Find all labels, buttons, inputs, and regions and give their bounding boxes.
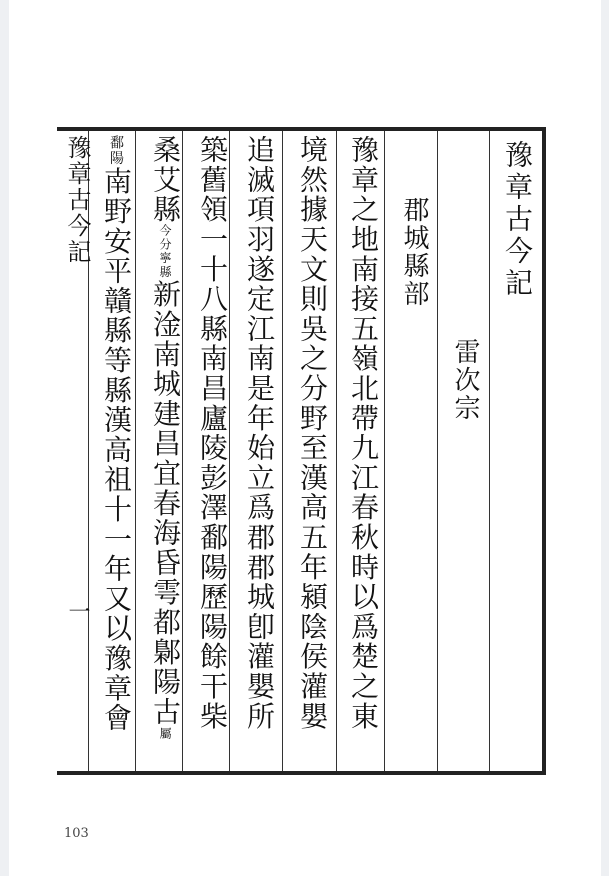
- text-line-1: 豫章之地南接五嶺北帶九江春秋時以爲楚之東: [347, 135, 380, 731]
- line-6-note: 鄱陽: [108, 135, 124, 167]
- line-5-rest: 新淦南城建昌宜春海昏雩都鄡陽古: [149, 279, 182, 727]
- interlinear-note-end: 屬: [158, 726, 172, 741]
- line-6-body: 南野安平贛縣等縣漢高祖十一年又以豫章會: [100, 166, 133, 733]
- line-5-start: 桑艾縣: [149, 135, 182, 225]
- column-rule: [489, 131, 490, 771]
- book-title: 豫章古今記: [501, 140, 534, 300]
- column-rule: [336, 131, 337, 771]
- spine-title: 豫章古今記: [63, 135, 91, 265]
- author-name: 雷次宗: [450, 338, 480, 422]
- text-line-6: [96, 135, 136, 733]
- folio-mark: 一: [65, 600, 90, 622]
- column-rule: [437, 131, 438, 771]
- column-rule: [384, 131, 385, 771]
- text-line-4: 築舊領一十八縣南昌廬陵彭澤鄱陽歷陽餘干柴: [196, 135, 229, 731]
- text-line-3: 追滅項羽遂定江南是年始立爲郡郡城卽灌嬰所: [243, 135, 276, 731]
- text-line-5: [145, 135, 185, 740]
- text-line-2: 境然據天文則吳之分野至漢高五年潁陰侯灌嬰: [296, 135, 329, 731]
- page-number: 103: [64, 826, 89, 841]
- section-heading: 郡城縣部: [399, 196, 429, 308]
- column-rule: [282, 131, 283, 771]
- interlinear-note: 今分寧縣: [158, 224, 172, 280]
